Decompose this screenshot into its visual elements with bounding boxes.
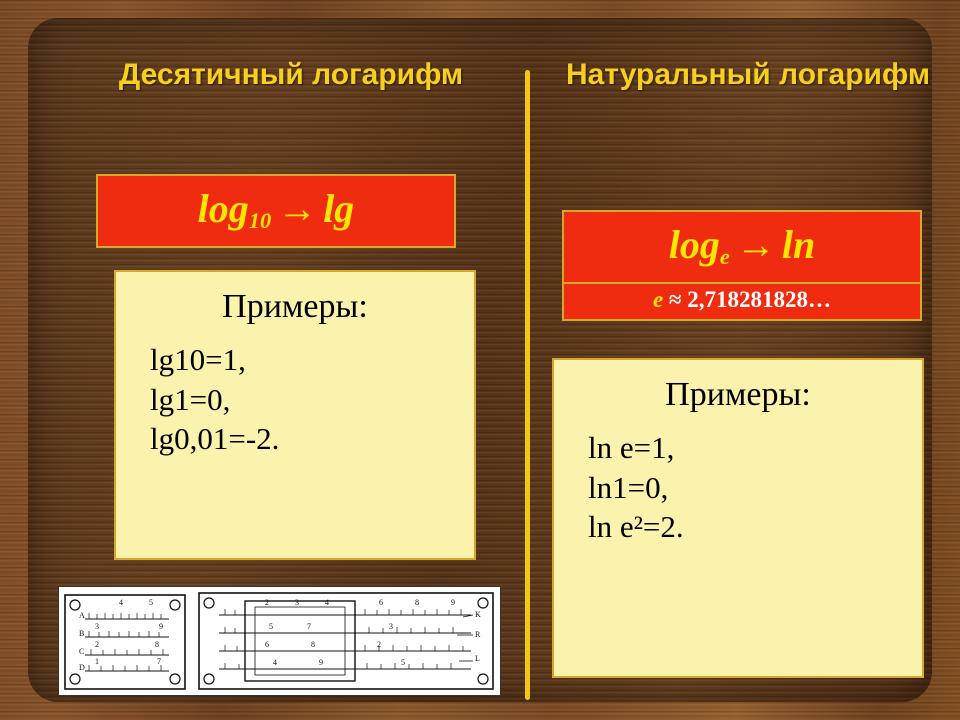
svg-text:6: 6 bbox=[379, 598, 383, 607]
example-line: ln1=0, bbox=[588, 469, 669, 505]
log-shorthand: lg bbox=[323, 186, 355, 231]
left-column-heading: Десятичный логарифм bbox=[118, 58, 464, 91]
natural-examples-lines bbox=[554, 420, 922, 547]
svg-text:C: C bbox=[79, 647, 85, 656]
arrow-icon: → bbox=[277, 186, 318, 231]
euler-constant-row bbox=[564, 282, 920, 319]
svg-text:3: 3 bbox=[295, 598, 299, 607]
slide-panel bbox=[28, 18, 932, 702]
svg-text:K: K bbox=[475, 610, 481, 619]
decimal-examples-title: Примеры: bbox=[222, 288, 368, 325]
svg-text:2: 2 bbox=[377, 640, 381, 649]
svg-text:2: 2 bbox=[265, 598, 269, 607]
euler-symbol: e bbox=[652, 287, 664, 312]
arrow-icon: → bbox=[735, 222, 776, 267]
svg-text:8: 8 bbox=[311, 640, 315, 649]
svg-text:7: 7 bbox=[157, 657, 161, 666]
slide-rule-diagram bbox=[58, 586, 501, 696]
log-base: 10 bbox=[248, 208, 272, 233]
euler-value: 2,718281828… bbox=[687, 287, 832, 312]
natural-examples-title: Примеры: bbox=[665, 376, 811, 413]
svg-text:6: 6 bbox=[265, 640, 269, 649]
right-column bbox=[548, 58, 948, 545]
svg-text:9: 9 bbox=[159, 622, 163, 631]
example-line: lg10=1, bbox=[150, 342, 246, 377]
decimal-log-examples-card bbox=[114, 270, 476, 560]
slide-rule-svg bbox=[59, 587, 500, 695]
natural-log-notation-text bbox=[564, 212, 920, 282]
decimal-log-notation-box bbox=[96, 174, 456, 248]
svg-text:D: D bbox=[79, 663, 85, 672]
svg-text:8: 8 bbox=[415, 598, 419, 607]
natural-log-examples-card bbox=[552, 358, 924, 678]
log-word: log bbox=[197, 186, 249, 231]
svg-text:9: 9 bbox=[319, 658, 323, 667]
left-column bbox=[76, 58, 506, 457]
svg-text:L: L bbox=[475, 654, 480, 663]
svg-text:5: 5 bbox=[269, 622, 273, 631]
svg-text:5: 5 bbox=[149, 598, 153, 607]
example-line: ln e²=2. bbox=[588, 509, 684, 545]
svg-text:B: B bbox=[79, 629, 85, 638]
svg-text:4: 4 bbox=[273, 658, 277, 667]
natural-log-notation-box bbox=[562, 210, 922, 321]
right-column-heading: Натуральный логарифм bbox=[565, 58, 931, 91]
svg-text:9: 9 bbox=[451, 598, 455, 607]
svg-text:4: 4 bbox=[119, 598, 123, 607]
example-line: lg1=0, bbox=[150, 381, 231, 417]
euler-relation: ≈ bbox=[668, 287, 682, 312]
log-shorthand: ln bbox=[781, 222, 816, 267]
log-word: log bbox=[668, 222, 720, 267]
column-divider bbox=[525, 70, 530, 700]
example-line: ln e=1, bbox=[588, 430, 675, 465]
svg-text:5: 5 bbox=[401, 658, 405, 667]
svg-text:7: 7 bbox=[307, 622, 311, 631]
log-base: e bbox=[719, 244, 730, 269]
svg-text:2: 2 bbox=[95, 640, 99, 649]
decimal-examples-lines bbox=[116, 332, 474, 459]
svg-text:3: 3 bbox=[95, 622, 99, 631]
svg-text:R: R bbox=[475, 630, 481, 639]
decimal-log-notation-text bbox=[98, 176, 454, 246]
example-line: lg0,01=-2. bbox=[150, 421, 280, 457]
svg-text:8: 8 bbox=[155, 640, 159, 649]
svg-text:A: A bbox=[79, 611, 85, 620]
svg-text:1: 1 bbox=[95, 657, 99, 666]
svg-text:4: 4 bbox=[325, 598, 329, 607]
svg-text:3: 3 bbox=[389, 622, 393, 631]
